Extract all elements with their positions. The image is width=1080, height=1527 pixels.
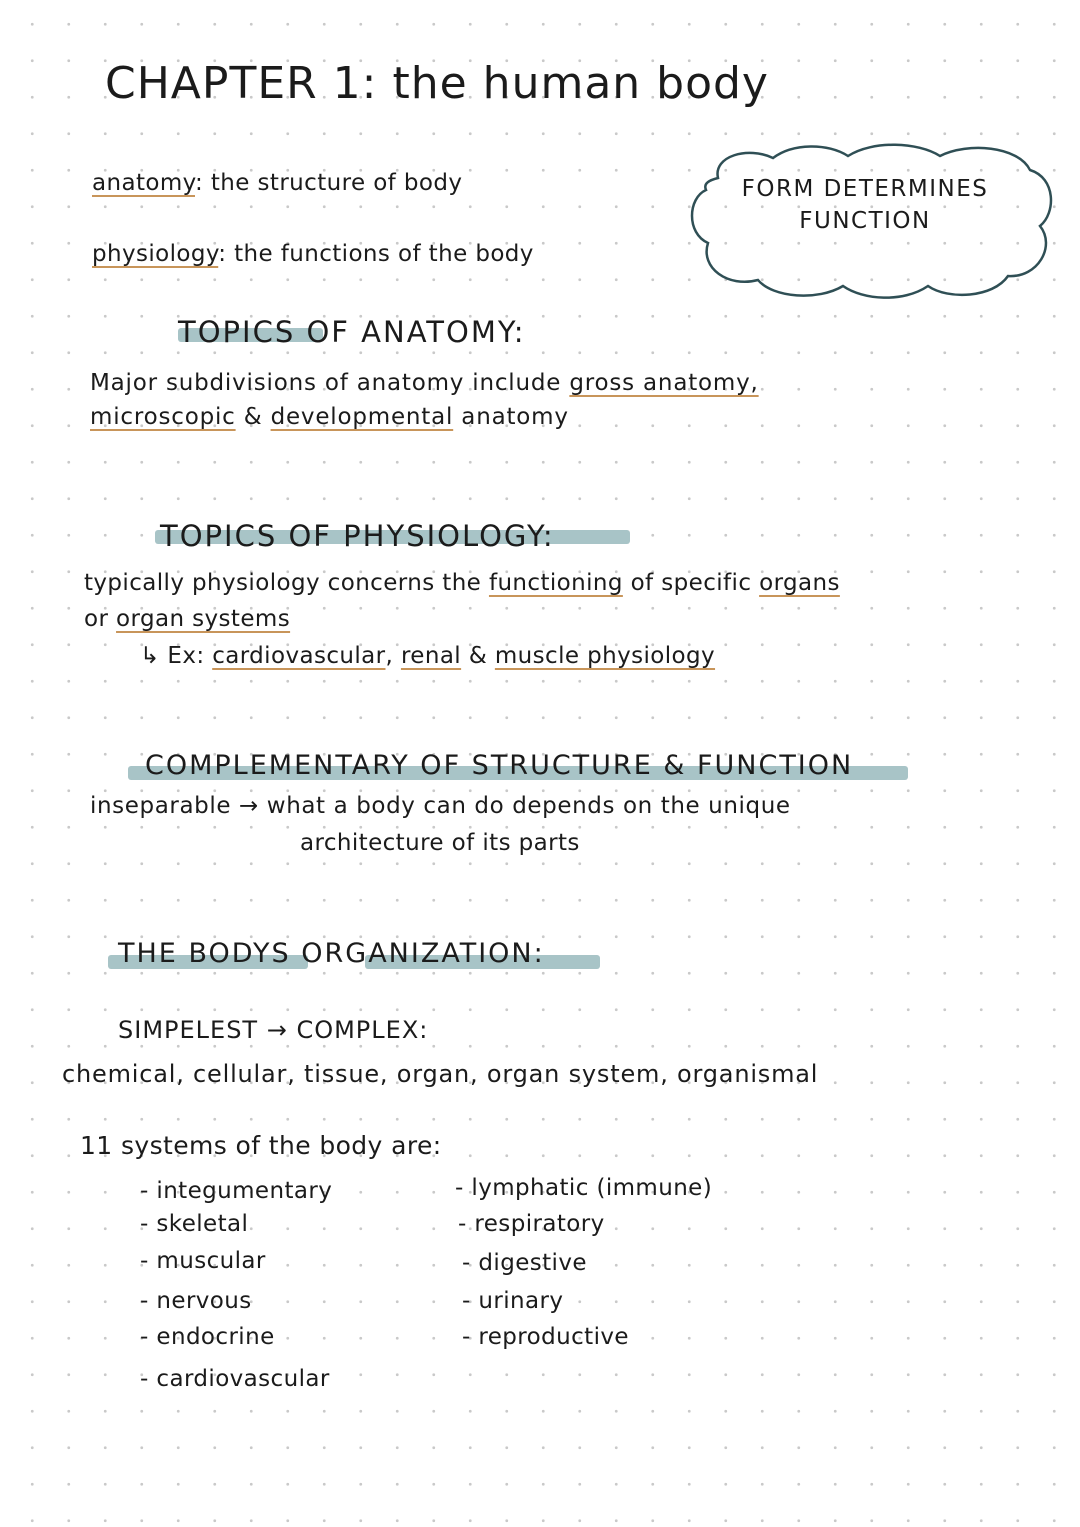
physiology-line-2-pre: or (84, 606, 117, 632)
physiology-line-2 (84, 608, 290, 631)
organs: organs (759, 570, 840, 596)
system-list-item: - lymphatic (immune) (455, 1175, 713, 1201)
example-comma: , (385, 643, 401, 669)
system-list-item: - urinary (462, 1288, 564, 1314)
simple-to-complex: SIMPELEST → COMPLEX: (118, 1016, 429, 1044)
systems-intro: 11 systems of the body are: (80, 1131, 442, 1160)
anatomy-heading: TOPICS OF ANATOMY: (178, 315, 526, 349)
gross-anatomy: gross anatomy, (569, 370, 759, 396)
physiology-line-1 (84, 572, 840, 595)
cloud-line-1: FORM DETERMINES (741, 176, 989, 202)
microscopic-anatomy: microscopic (90, 404, 236, 430)
system-list-item: - nervous (140, 1288, 252, 1314)
organ-systems: organ systems (116, 606, 291, 632)
muscle-physiology-example: muscle physiology (494, 643, 716, 669)
anatomy-line-2-end: anatomy (453, 404, 569, 430)
cloud-line-2: FUNCTION (799, 208, 931, 234)
organization-heading: THE BODYS ORGANIZATION: (118, 938, 545, 969)
system-list-item: - skeletal (140, 1211, 249, 1237)
anatomy-line-2 (90, 406, 569, 429)
system-list-item: - respiratory (458, 1211, 605, 1237)
complementary-line-2: architecture of its parts (300, 830, 580, 856)
term-anatomy: anatomy (92, 170, 195, 196)
organization-levels: chemical, cellular, tissue, organ, organ system, organismal (62, 1060, 819, 1088)
system-list-item: - muscular (140, 1248, 266, 1274)
system-list-item: - reproductive (462, 1324, 629, 1350)
example-label: ↳ Ex: (140, 643, 213, 669)
functioning: functioning (488, 570, 623, 596)
definition-physiology-text: : the functions of the body (218, 241, 534, 267)
definition-anatomy-text: : the structure of body (195, 170, 463, 196)
anatomy-line-1-text: Major subdivisions of anatomy include (90, 370, 570, 396)
renal-example: renal (400, 643, 462, 669)
physiology-line-1-mid: of specific (622, 570, 760, 596)
complementary-heading: COMPLEMENTARY OF STRUCTURE & FUNCTION (145, 750, 854, 781)
definition-physiology (92, 243, 534, 266)
complementary-line-1: inseparable → what a body can do depends on the unique (90, 793, 791, 819)
cardiovascular-example: cardiovascular (212, 643, 386, 669)
definition-anatomy (92, 172, 462, 195)
physiology-line-1-text: typically physiology concerns the (84, 570, 489, 596)
page-title: CHAPTER 1: the human body (105, 58, 769, 109)
developmental-anatomy: developmental (270, 404, 454, 430)
system-list-item: - cardiovascular (140, 1366, 330, 1392)
system-list-item: - digestive (462, 1250, 587, 1276)
example-amp: & (461, 643, 495, 669)
system-list-item: - endocrine (140, 1324, 275, 1350)
system-list-item: - integumentary (140, 1178, 333, 1204)
anatomy-line-2-amp: & (235, 404, 271, 430)
physiology-heading: TOPICS OF PHYSIOLOGY: (160, 519, 555, 553)
anatomy-line-1 (90, 372, 759, 395)
term-physiology: physiology (92, 241, 219, 267)
physiology-example (140, 645, 715, 668)
